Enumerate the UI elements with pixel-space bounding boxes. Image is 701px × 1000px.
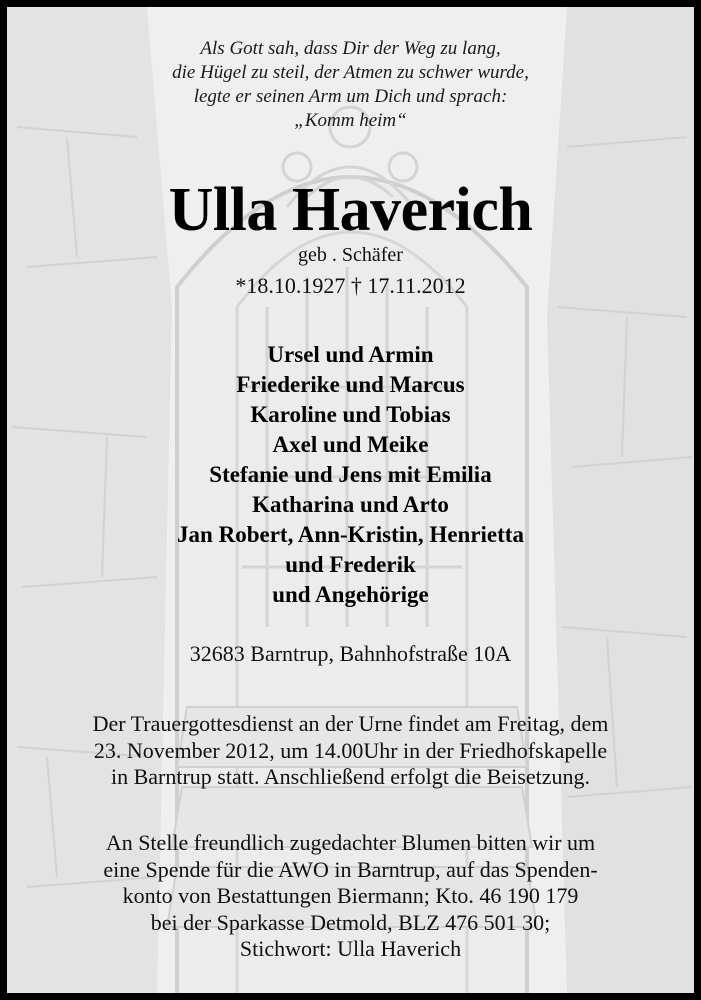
mourner-line: Axel und Meike <box>272 432 429 457</box>
life-dates: *18.10.1927 † 17.11.2012 <box>235 273 466 298</box>
mourner-line: und Frederik <box>285 552 416 577</box>
poem-line: „Komm heim“ <box>294 110 407 131</box>
mourner-line: und Angehörige <box>272 582 429 607</box>
donation-notice-line: bei der Sparkasse Detmold, BLZ 476 501 30; <box>150 909 551 935</box>
service-notice-line: in Barntrup statt. Anschließend erfolgt die Beisetzung. <box>110 764 590 789</box>
mourner-line: Jan Robert, Ann-Kristin, Henrietta <box>177 522 524 547</box>
mourner-line: Friederike und Marcus <box>236 372 465 397</box>
mourner-line: Ursel und Armin <box>267 342 434 367</box>
donation-notice-line: An Stelle freundlich zugedachter Blumen bitten wir um <box>105 830 596 855</box>
donation-notice-line: konto von Bestattungen Biermann; Kto. 46 190 179 <box>122 883 579 908</box>
service-notice-line: 23. November 2012, um 14.00Uhr in der Friedhofskapelle <box>93 737 608 763</box>
birth-name: geb . Schäfer <box>298 244 403 266</box>
service-notice-line: Der Trauergottesdienst an der Urne findet am Freitag, dem <box>92 711 609 736</box>
deceased-name: Ulla Haverich <box>168 176 533 244</box>
mourner-line: Karoline und Tobias <box>250 402 451 427</box>
poem-line: legte er seinen Arm um Dich und sprach: <box>193 86 508 107</box>
donation-notice-line: eine Spende für die AWO in Barntrup, auf das Spenden- <box>103 856 598 882</box>
poem-line: Als Gott sah, dass Dir der Weg zu lang, <box>200 38 501 59</box>
service-notice <box>7 711 694 791</box>
donation-notice <box>7 830 694 963</box>
poem <box>7 37 694 133</box>
obituary-content <box>7 7 694 993</box>
mourner-line: Stefanie und Jens mit Emilia <box>209 462 492 487</box>
mourner-line: Katharina und Arto <box>252 492 449 517</box>
family-address: 32683 Barntrup, Bahnhofstraße 10A <box>189 641 512 666</box>
donation-notice-line: Stichwort: Ulla Haverich <box>239 936 462 961</box>
poem-line: die Hügel zu steil, der Atmen zu schwer wurde, <box>172 62 529 83</box>
mourners-list <box>7 340 694 610</box>
